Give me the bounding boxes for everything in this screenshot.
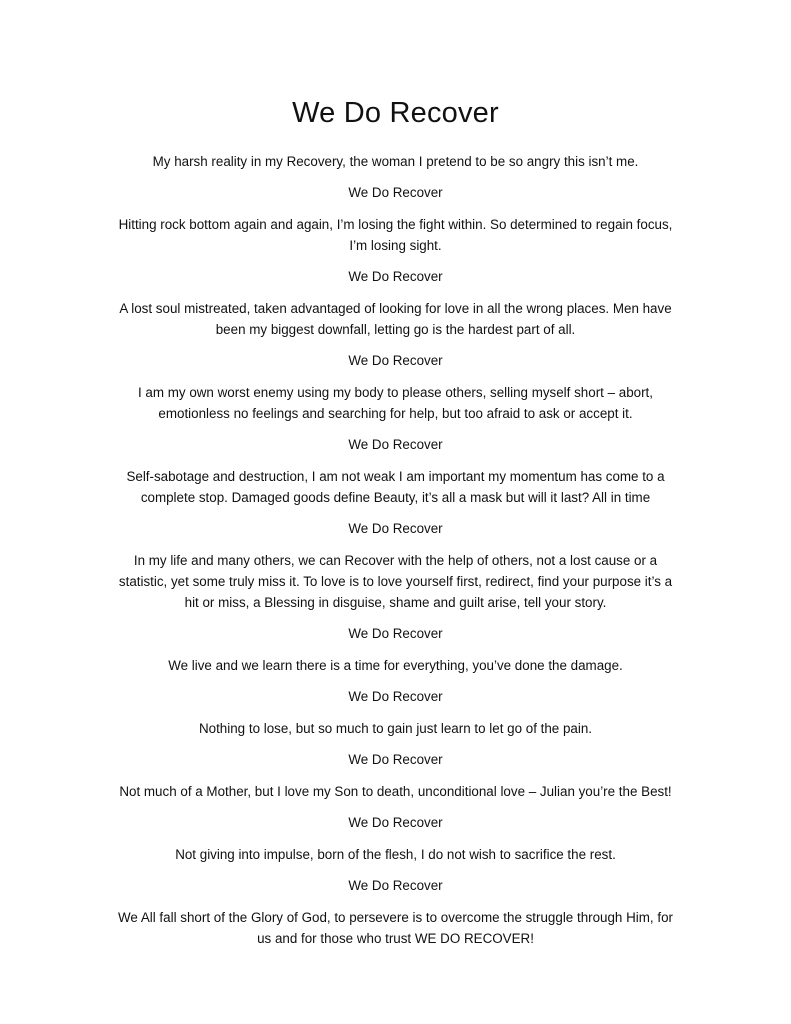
poem-body [90, 151, 701, 949]
stanza-line: complete stop. Damaged goods define Beauty, it’s all a mask but will it last? All in time [140, 490, 651, 505]
stanza-line: I’m losing sight. [349, 238, 442, 253]
stanza [90, 907, 701, 949]
stanza-line: emotionless no feelings and searching for help, but too afraid to ask or accept it. [158, 406, 633, 421]
refrain-line: We Do Recover [348, 437, 443, 452]
stanza-line: In my life and many others, we can Recover with the help of others, not a lost cause or a [133, 553, 658, 568]
refrain-line: We Do Recover [348, 269, 443, 284]
refrain-line: We Do Recover [348, 353, 443, 368]
stanza [90, 718, 701, 739]
refrain-line: We Do Recover [348, 521, 443, 536]
refrain-line: We Do Recover [348, 752, 443, 767]
stanza-line: My harsh reality in my Recovery, the woman I pretend to be so angry this isn’t me. [152, 154, 639, 169]
stanza [90, 655, 701, 676]
stanza [90, 298, 701, 340]
refrain-line: We Do Recover [348, 185, 443, 200]
stanza [90, 844, 701, 865]
refrain-line: We Do Recover [348, 626, 443, 641]
stanza [90, 151, 701, 172]
poem-page [90, 96, 701, 949]
stanza-line: We live and we learn there is a time for everything, you’ve done the damage. [168, 658, 623, 673]
refrain-line: We Do Recover [348, 815, 443, 830]
stanza-line: Not giving into impulse, born of the flesh, I do not wish to sacrifice the rest. [175, 847, 616, 862]
stanza-line: been my biggest downfall, letting go is the hardest part of all. [215, 322, 576, 337]
stanza-line: Not much of a Mother, but I love my Son to death, unconditional love – Julian you’re the Best! [119, 784, 672, 799]
stanza-line: Nothing to lose, but so much to gain just learn to let go of the pain. [198, 721, 593, 736]
stanza [90, 550, 701, 613]
stanza-line: us and for those who trust WE DO RECOVER! [257, 931, 534, 946]
stanza [90, 781, 701, 802]
stanza-line: Hitting rock bottom again and again, I’m losing the fight within. So determined to regain focus, [118, 217, 673, 232]
refrain-line: We Do Recover [348, 878, 443, 893]
stanza-line: Self-sabotage and destruction, I am not weak I am important my momentum has come to a [126, 469, 665, 484]
stanza-line: We All fall short of the Glory of God, to persevere is to overcome the struggle through Him, for [118, 910, 673, 925]
stanza-line: I am my own worst enemy using my body to please others, selling myself short – abort, [137, 385, 654, 400]
stanza-line: A lost soul mistreated, taken advantaged of looking for love in all the wrong places. Men have [119, 301, 672, 316]
refrain-line: We Do Recover [348, 689, 443, 704]
stanza [90, 382, 701, 424]
poem-title: We Do Recover [292, 97, 499, 129]
stanza-line: statistic, yet some truly miss it. To love is to love yourself first, redirect, find your purpose it’s a [118, 574, 673, 589]
stanza [90, 466, 701, 508]
stanza-line: hit or miss, a Blessing in disguise, shame and guilt arise, tell your story. [184, 595, 607, 610]
stanza [90, 214, 701, 256]
